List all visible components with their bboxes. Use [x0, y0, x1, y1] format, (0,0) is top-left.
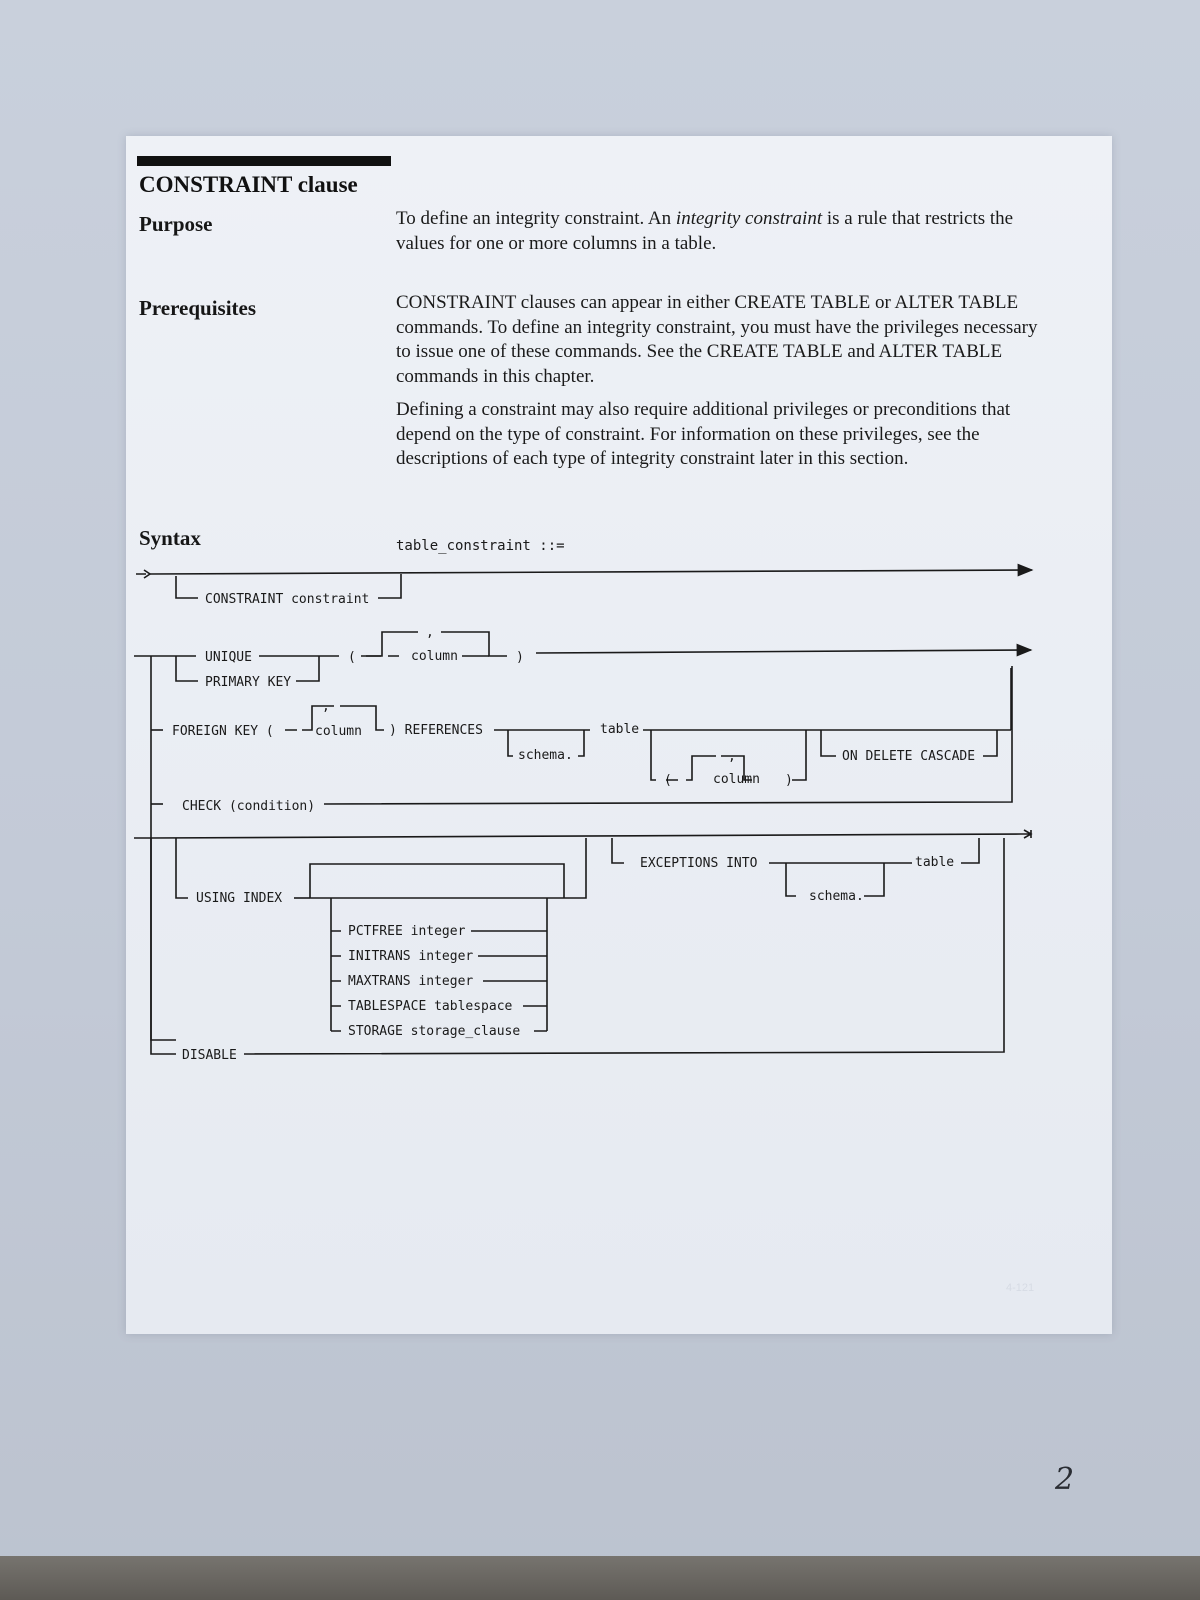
open-paren-2: ( — [664, 773, 672, 788]
column-label-1: column — [411, 649, 458, 664]
option-spine-left — [331, 898, 341, 1031]
column-label-3: column — [713, 772, 760, 787]
purpose-text-end: is a rule that restricts the values for one or more columns in a table. — [396, 208, 1014, 254]
prerequisites-paragraph-2: Defining a constraint may also require additional privileges or preconditions that depend on the type of constraint. For information on these privileges, see the descriptions of each type of integrity constraint later in this section. — [396, 399, 1011, 469]
open-paren-1: ( — [348, 650, 356, 665]
document-page — [126, 136, 1112, 1334]
storage-option: STORAGE storage_clause — [348, 1024, 521, 1039]
using-index-return — [564, 838, 586, 898]
prerequisites-label: Prerequisites — [139, 296, 257, 320]
unique-keyword: UNIQUE — [205, 650, 252, 665]
on-delete-cascade-keyword: ON DELETE CASCADE — [842, 749, 976, 764]
syntax-heading: table_constraint ::= — [396, 538, 565, 554]
disable-keyword: DISABLE — [182, 1048, 237, 1063]
foreign-key-keyword: FOREIGN KEY ( — [172, 724, 274, 739]
initrans-option: INITRANS integer — [348, 949, 474, 964]
index-options-loop — [310, 864, 564, 898]
page-title: CONSTRAINT clause — [139, 172, 358, 197]
left-spine-3 — [151, 838, 176, 1054]
referenced-table-label: table — [600, 722, 640, 737]
schema-label-1: schema. — [518, 748, 573, 763]
main-rail-2 — [536, 650, 1031, 653]
pctfree-option: PCTFREE integer — [348, 924, 466, 939]
purpose-label: Purpose — [139, 212, 213, 236]
prerequisites-paragraph-1: CONSTRAINT clauses can appear in either CREATE TABLE or ALTER TABLE commands. To define an integrity constraint, you must have the privileges necessary to issue one of these commands. See the CREATE TABLE and ALTER TABLE commands in this chapter. — [396, 292, 1038, 387]
purpose-term: integrity constraint — [675, 208, 823, 229]
primary-key-keyword: PRIMARY KEY — [205, 675, 292, 690]
constraint-name-option: CONSTRAINT constraint — [205, 592, 370, 607]
page-footer-number: 4-121 — [1006, 1282, 1035, 1294]
end-marker — [1021, 830, 1031, 838]
main-rail-3 — [151, 834, 1021, 838]
maxtrans-option: MAXTRANS integer — [348, 974, 474, 989]
comma-separator-3: , — [728, 749, 736, 764]
exceptions-table-label: table — [915, 855, 955, 870]
handwritten-page-number: 2 — [1055, 1462, 1075, 1497]
schema-label-2: schema. — [809, 889, 864, 904]
start-marker — [136, 570, 150, 578]
disable-rail — [244, 838, 1004, 1054]
close-paren-1: ) — [516, 650, 524, 665]
exceptions-into-keyword: EXCEPTIONS INTO — [640, 856, 758, 871]
comma-separator-2: , — [322, 699, 330, 714]
purpose-text-start: To define an integrity constraint. An — [396, 208, 676, 229]
main-rail-1 — [150, 570, 1032, 574]
close-paren-2: ) — [785, 773, 793, 788]
table-surface — [0, 1556, 1200, 1600]
syntax-railroad-diagram — [126, 136, 1112, 1334]
syntax-label: Syntax — [139, 526, 201, 550]
left-spine-2 — [151, 656, 176, 1040]
comma-separator-1: , — [426, 625, 434, 640]
check-keyword: CHECK (condition) — [182, 799, 316, 814]
column-label-2: column — [315, 724, 362, 739]
using-index-branch — [176, 838, 188, 898]
tablespace-option: TABLESPACE tablespace — [348, 999, 513, 1014]
using-index-keyword: USING INDEX — [196, 891, 283, 906]
references-keyword: ) REFERENCES — [389, 723, 483, 738]
